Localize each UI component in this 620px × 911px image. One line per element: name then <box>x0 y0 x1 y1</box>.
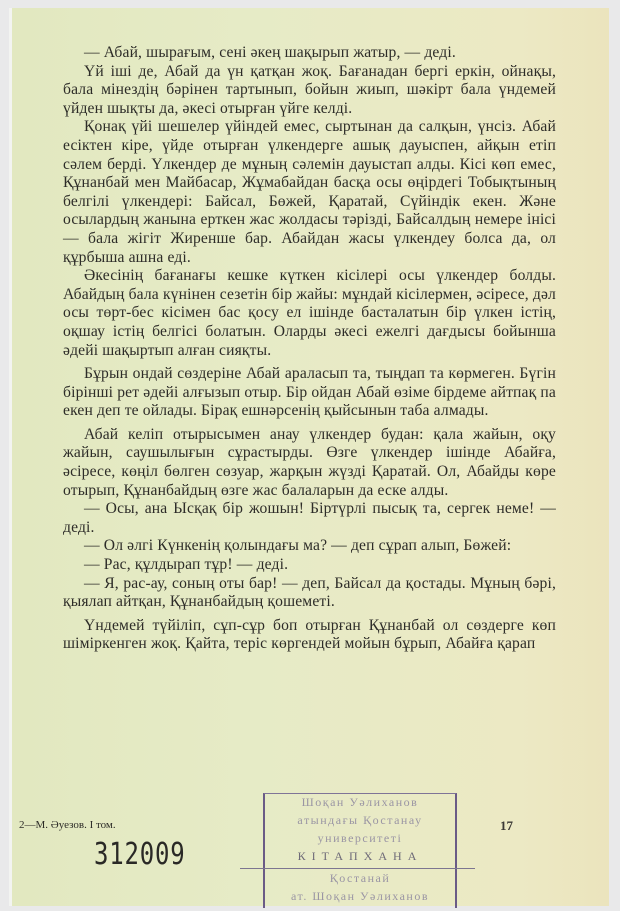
stamp-rule <box>240 868 475 869</box>
paragraph: Қонақ үйі шешелер үйіндей емес, сыртынан да салқын, үнсіз. Абай есіктен кіре, үйде отырған үлкендерге ашық дауыспен, айқын етіп сәлем берді. Үлкендер де мұның сәлемін дауыстап алды. Кісі көп емес, Құнанбай мен Майбасар, Жұмабайдан басқа осы өңірдегі Тобықтының белгілі үлкендері: Байсал, Бөжей, Қаратай, Сүйіндік екен. Және осылардың жанына ерткен жас жолдасы тәрізді, Байсалдың немере інісі — бала жігіт Жиренше бар. Абайдан жасы үлкендеу болса да, ол құрбыша ашна еді. <box>63 118 556 266</box>
signature-mark: 2—М. Әуезов. I том. <box>19 819 116 831</box>
paragraph: Үй іші де, Абай да үн қатқан жоқ. Бағанадан бергі еркін, ойнақы, бала мінездің бәрінен тартынып, бойын жиып, шәкірт бала үндемей үйден шықты да, әкесі отырған үйге келді. <box>63 62 556 117</box>
dialog-line: — Рас, құлдырап тұр! — деді. <box>84 556 289 574</box>
stamp-line: университеті <box>317 831 403 845</box>
stamp-line: Қостанай <box>329 871 391 885</box>
paragraph: — Абай, шырағым, сені әкең шақырып жатыр, — деді. <box>84 44 456 61</box>
paragraph: Бұрын ондай сөздеріне Абай араласып та, тыңдап та көрмеген. Бүгін бірінші рет әдейі алғызып отыр. Бір ойдан Абай өзіме бірдеме айтпақ па екен деп те ойлады. Бірақ ешнәрсенің қыйсынын таба алмады. <box>63 365 556 420</box>
stamp-line: Шоқан Уәлиханов <box>301 795 419 809</box>
stamp-line: ат. Шоқан Уәлиханов <box>290 889 430 903</box>
paragraph: Абай келіп отырысымен анау үлкендер будан: қала жайын, оқу жайын, саушылығын сұрастырды. Өзге үлкендер ішінде Абайға, әсіресе, көңіл бөлген сөзуар, жарқын жүзді Қаратай. Ол, Абайды көре отырып, Құнанбайдың өзге жас балаларын да еске алды. <box>63 425 556 499</box>
body-text <box>63 44 556 654</box>
stamp-line: КІТАПХАНА <box>297 849 423 863</box>
library-stamp <box>263 793 457 908</box>
paragraph: Үндемей түйіліп, сұп-сұр боп отырған Құнанбай ол сөздерге көп шіміркенген жоқ. Қайта, теріс көргендей мойын бұрып, Абайға қарап <box>63 616 556 653</box>
paragraph: Әкесінің бағанағы кешке күткен кісілері осы үлкендер болды. Абайдың бала күнінен сезетін бір жайы: мұндай кісілермен, әсіресе, дәл осы төрт-бес кісімен бас қосу ел ішінде басталатын бір үлкен істің, оқшау істің белгісі болатын. Оларды әкесі ежелгі дағдысы бойынша әдейі шақыртып алған сияқты. <box>63 267 556 359</box>
stamp-line: атындағы Қостанау <box>297 813 423 827</box>
page-number: 17 <box>500 818 513 833</box>
dialog-line: — Я, рас-ау, соның оты бар! — деп, Байсал да қостады. Мұның бәрі, қыялап айтқан, Құнанбайдың қошеметі. <box>63 574 556 611</box>
dialog-line: — Осы, ана Ысқақ бір жошын! Біртүрлі пысық та, сергек неме! — деді. <box>63 500 556 536</box>
inventory-number: 312009 <box>94 837 186 872</box>
dialog-line: — Ол әлгі Күнкенің қолындағы ма? — деп сұрап алып, Бөжей: <box>84 537 512 555</box>
